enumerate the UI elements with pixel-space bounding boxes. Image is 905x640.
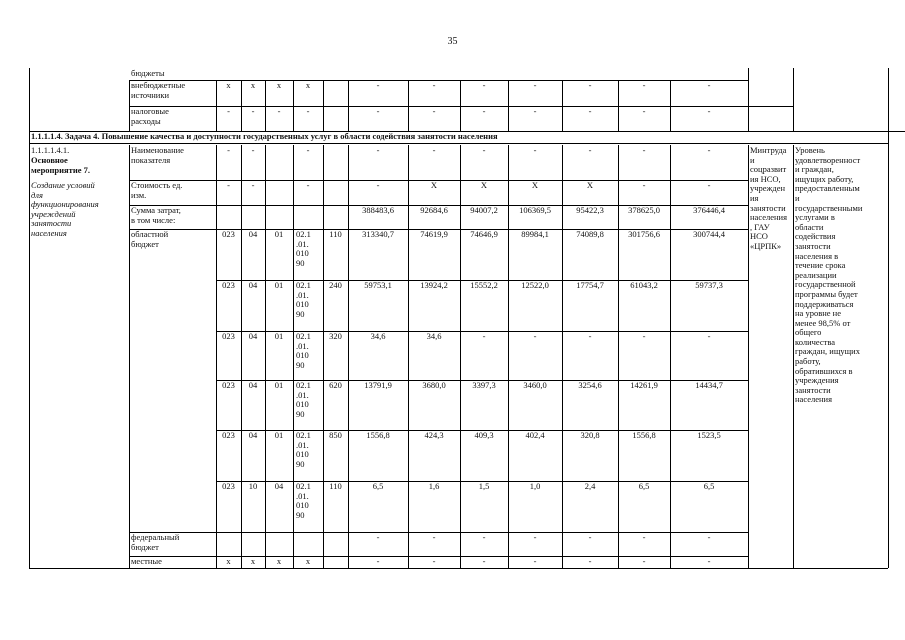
value-cell: 74646,9: [470, 229, 498, 239]
value-cell: -: [588, 145, 592, 155]
value-cell: х: [305, 80, 311, 90]
value-cell: -: [588, 331, 592, 341]
row-label: бюджеты: [131, 68, 165, 78]
table-rule: [748, 68, 749, 131]
value-cell: -: [482, 556, 486, 566]
activity-description: Создание условий для функционирования учреждений занятости населения: [31, 180, 99, 238]
value-cell: -: [642, 331, 646, 341]
table-rule: [323, 80, 324, 131]
value-cell: -: [588, 556, 592, 566]
value-cell: 388483,6: [362, 205, 394, 215]
value-cell: 620: [329, 380, 342, 390]
value-cell: -: [432, 80, 436, 90]
value-cell: 6,5: [372, 481, 384, 491]
row-label: местные: [131, 556, 162, 566]
value-cell: 02.1 .01. 010 90: [296, 380, 311, 419]
row-label: областной бюджет: [131, 229, 169, 249]
cell-merge-mask: [130, 331, 216, 332]
table-rule: [129, 145, 130, 568]
value-cell: -: [227, 180, 230, 190]
value-cell: -: [642, 145, 646, 155]
value-cell: 301756,6: [628, 229, 660, 239]
value-cell: -: [533, 556, 537, 566]
value-cell: 89984,1: [521, 229, 549, 239]
table-rule: [748, 145, 749, 568]
task-heading: 1.1.1.1.4. Задача 4. Повышение качества и доступности государственных услуг в области содействия занятости населения: [31, 131, 498, 141]
value-cell: 02.1 .01. 010 90: [296, 430, 311, 469]
value-cell: 59737,3: [695, 280, 723, 290]
value-cell: -: [482, 106, 486, 116]
value-cell: х: [305, 556, 311, 566]
value-cell: 04: [248, 229, 258, 239]
value-cell: 3680,0: [422, 380, 446, 390]
value-cell: 402,4: [525, 430, 545, 440]
table-rule: [129, 80, 130, 131]
value-cell: 023: [222, 481, 235, 491]
value-cell: 376446,4: [693, 205, 725, 215]
value-cell: 023: [222, 229, 235, 239]
value-cell: 1556,8: [632, 430, 656, 440]
table-rule: [888, 131, 889, 145]
row-label: Сумма затрат, в том числе:: [131, 205, 181, 225]
value-cell: 04: [248, 280, 258, 290]
table-rule: [793, 145, 794, 568]
value-cell: 13791,9: [364, 380, 392, 390]
value-cell: х: [226, 556, 231, 566]
value-cell: 300744,4: [693, 229, 725, 239]
value-cell: -: [642, 106, 646, 116]
value-cell: 01: [274, 430, 284, 440]
expected-result-cell: Уровень удовлетворенност и граждан, ищущих работу, предоставленным и государственными услугами в области содействия занятости населения в течение срока реализации государственной программы будет поддерживаться на уровне не менее 98,5% от общего количества граждан, ищущих работу, обратившихся в учреждения занятости населения: [795, 145, 863, 405]
value-cell: -: [707, 532, 711, 542]
value-cell: 02.1 .01. 010 90: [296, 280, 311, 319]
value-cell: -: [482, 145, 486, 155]
executor-cell: Минтруда и соцразвит ия НСО, учрежден ия занятости населения , ГАУ НСО «ЦРПК»: [750, 145, 787, 251]
table-rule: [888, 68, 889, 131]
value-cell: -: [533, 532, 537, 542]
table-rule: [323, 145, 324, 568]
value-cell: -: [642, 532, 646, 542]
activity-title: Основное мероприятие 7.: [31, 155, 91, 175]
value-cell: 320: [329, 331, 342, 341]
table-rule: [29, 143, 888, 144]
value-cell: -: [642, 180, 646, 190]
row-label: внебюджетные источники: [131, 80, 186, 100]
value-cell: -: [277, 106, 281, 116]
value-cell: 01: [274, 280, 284, 290]
value-cell: -: [227, 145, 230, 155]
value-cell: -: [533, 106, 537, 116]
value-cell: 02.1 .01. 010 90: [296, 229, 311, 268]
value-cell: 13924,2: [420, 280, 448, 290]
value-cell: -: [482, 532, 486, 542]
value-cell: Х: [430, 180, 438, 190]
row-label: Наименование показателя: [131, 145, 184, 165]
value-cell: 95422,3: [576, 205, 604, 215]
value-cell: 313340,7: [362, 229, 394, 239]
value-cell: х: [226, 80, 231, 90]
value-cell: -: [376, 532, 380, 542]
cell-merge-mask: [130, 380, 216, 381]
value-cell: -: [482, 331, 486, 341]
value-cell: -: [533, 145, 537, 155]
value-cell: -: [533, 80, 537, 90]
value-cell: -: [306, 180, 310, 190]
value-cell: 6,5: [703, 481, 715, 491]
value-cell: -: [376, 106, 380, 116]
value-cell: -: [482, 80, 486, 90]
value-cell: -: [707, 145, 711, 155]
value-cell: 3460,0: [523, 380, 547, 390]
value-cell: 1,5: [478, 481, 490, 491]
value-cell: 74619,9: [420, 229, 448, 239]
value-cell: -: [642, 80, 646, 90]
value-cell: 74089,8: [576, 229, 604, 239]
value-cell: -: [707, 180, 711, 190]
row-label: федеральный бюджет: [131, 532, 180, 552]
value-cell: Х: [480, 180, 488, 190]
value-cell: х: [250, 556, 256, 566]
value-cell: -: [707, 556, 711, 566]
table-rule: [29, 68, 30, 131]
value-cell: 04: [248, 430, 258, 440]
value-cell: -: [642, 556, 646, 566]
value-cell: -: [306, 145, 310, 155]
table-rule: [793, 68, 794, 131]
value-cell: -: [227, 106, 230, 116]
value-cell: -: [707, 331, 711, 341]
table-rule: [748, 568, 888, 569]
value-cell: -: [533, 331, 537, 341]
value-cell: 023: [222, 430, 235, 440]
value-cell: Х: [586, 180, 594, 190]
value-cell: -: [376, 556, 380, 566]
value-cell: 02.1 .01. 010 90: [296, 331, 311, 370]
value-cell: 02.1 .01. 010 90: [296, 481, 311, 520]
value-cell: 14261,9: [630, 380, 658, 390]
value-cell: 1556,8: [366, 430, 390, 440]
value-cell: -: [432, 106, 436, 116]
value-cell: 04: [274, 481, 284, 491]
value-cell: 34,6: [426, 331, 442, 341]
cell-merge-mask: [130, 430, 216, 431]
value-cell: х: [276, 556, 282, 566]
value-cell: 04: [248, 380, 258, 390]
table-rule: [265, 145, 266, 568]
value-cell: 94007,2: [470, 205, 498, 215]
table-rule: [888, 145, 889, 568]
value-cell: 04: [248, 331, 258, 341]
value-cell: 15552,2: [470, 280, 498, 290]
value-cell: 34,6: [370, 331, 386, 341]
value-cell: 2,4: [584, 481, 596, 491]
table-rule: [216, 145, 217, 568]
value-cell: 409,3: [474, 430, 494, 440]
value-cell: 59753,1: [364, 280, 392, 290]
value-cell: -: [707, 80, 711, 90]
value-cell: -: [251, 106, 255, 116]
value-cell: -: [251, 145, 255, 155]
activity-code: 1.1.1.1.4.1.: [31, 145, 70, 155]
value-cell: 424,3: [424, 430, 444, 440]
value-cell: 023: [222, 380, 235, 390]
value-cell: 92684,6: [420, 205, 448, 215]
table-rule: [293, 145, 294, 568]
table-rule: [29, 131, 30, 145]
value-cell: 01: [274, 331, 284, 341]
value-cell: -: [432, 145, 436, 155]
value-cell: х: [250, 80, 256, 90]
value-cell: -: [432, 556, 436, 566]
value-cell: 12522,0: [521, 280, 549, 290]
value-cell: 240: [329, 280, 342, 290]
value-cell: х: [276, 80, 282, 90]
value-cell: 106369,5: [519, 205, 551, 215]
value-cell: -: [588, 106, 592, 116]
value-cell: 1,6: [428, 481, 440, 491]
value-cell: 320,8: [580, 430, 600, 440]
value-cell: 3254,6: [578, 380, 602, 390]
value-cell: -: [588, 532, 592, 542]
value-cell: -: [376, 180, 380, 190]
value-cell: -: [251, 180, 255, 190]
value-cell: -: [432, 532, 436, 542]
value-cell: 023: [222, 331, 235, 341]
table-rule: [241, 145, 242, 568]
value-cell: 14434,7: [695, 380, 723, 390]
value-cell: -: [306, 106, 310, 116]
row-label: налоговые расходы: [131, 106, 169, 126]
value-cell: -: [376, 80, 380, 90]
table-rule: [748, 106, 793, 107]
value-cell: 110: [329, 229, 342, 239]
value-cell: 10: [248, 481, 258, 491]
value-cell: 850: [329, 430, 342, 440]
value-cell: 01: [274, 229, 284, 239]
value-cell: -: [588, 80, 592, 90]
cell-merge-mask: [130, 280, 216, 281]
value-cell: 1,0: [529, 481, 541, 491]
value-cell: 110: [329, 481, 342, 491]
value-cell: Х: [531, 180, 539, 190]
value-cell: 6,5: [638, 481, 650, 491]
value-cell: 3397,3: [472, 380, 496, 390]
table-rule: [29, 145, 30, 568]
table-rule: [29, 568, 748, 569]
value-cell: 1523,5: [697, 430, 721, 440]
page-number: 35: [447, 36, 458, 47]
value-cell: 01: [274, 380, 284, 390]
value-cell: 378625,0: [628, 205, 660, 215]
cell-merge-mask: [130, 481, 216, 482]
value-cell: -: [376, 145, 380, 155]
row-label: Стоимость ед. изм.: [131, 180, 183, 200]
value-cell: 17754,7: [576, 280, 604, 290]
value-cell: -: [707, 106, 711, 116]
value-cell: 61043,2: [630, 280, 658, 290]
value-cell: 023: [222, 280, 235, 290]
